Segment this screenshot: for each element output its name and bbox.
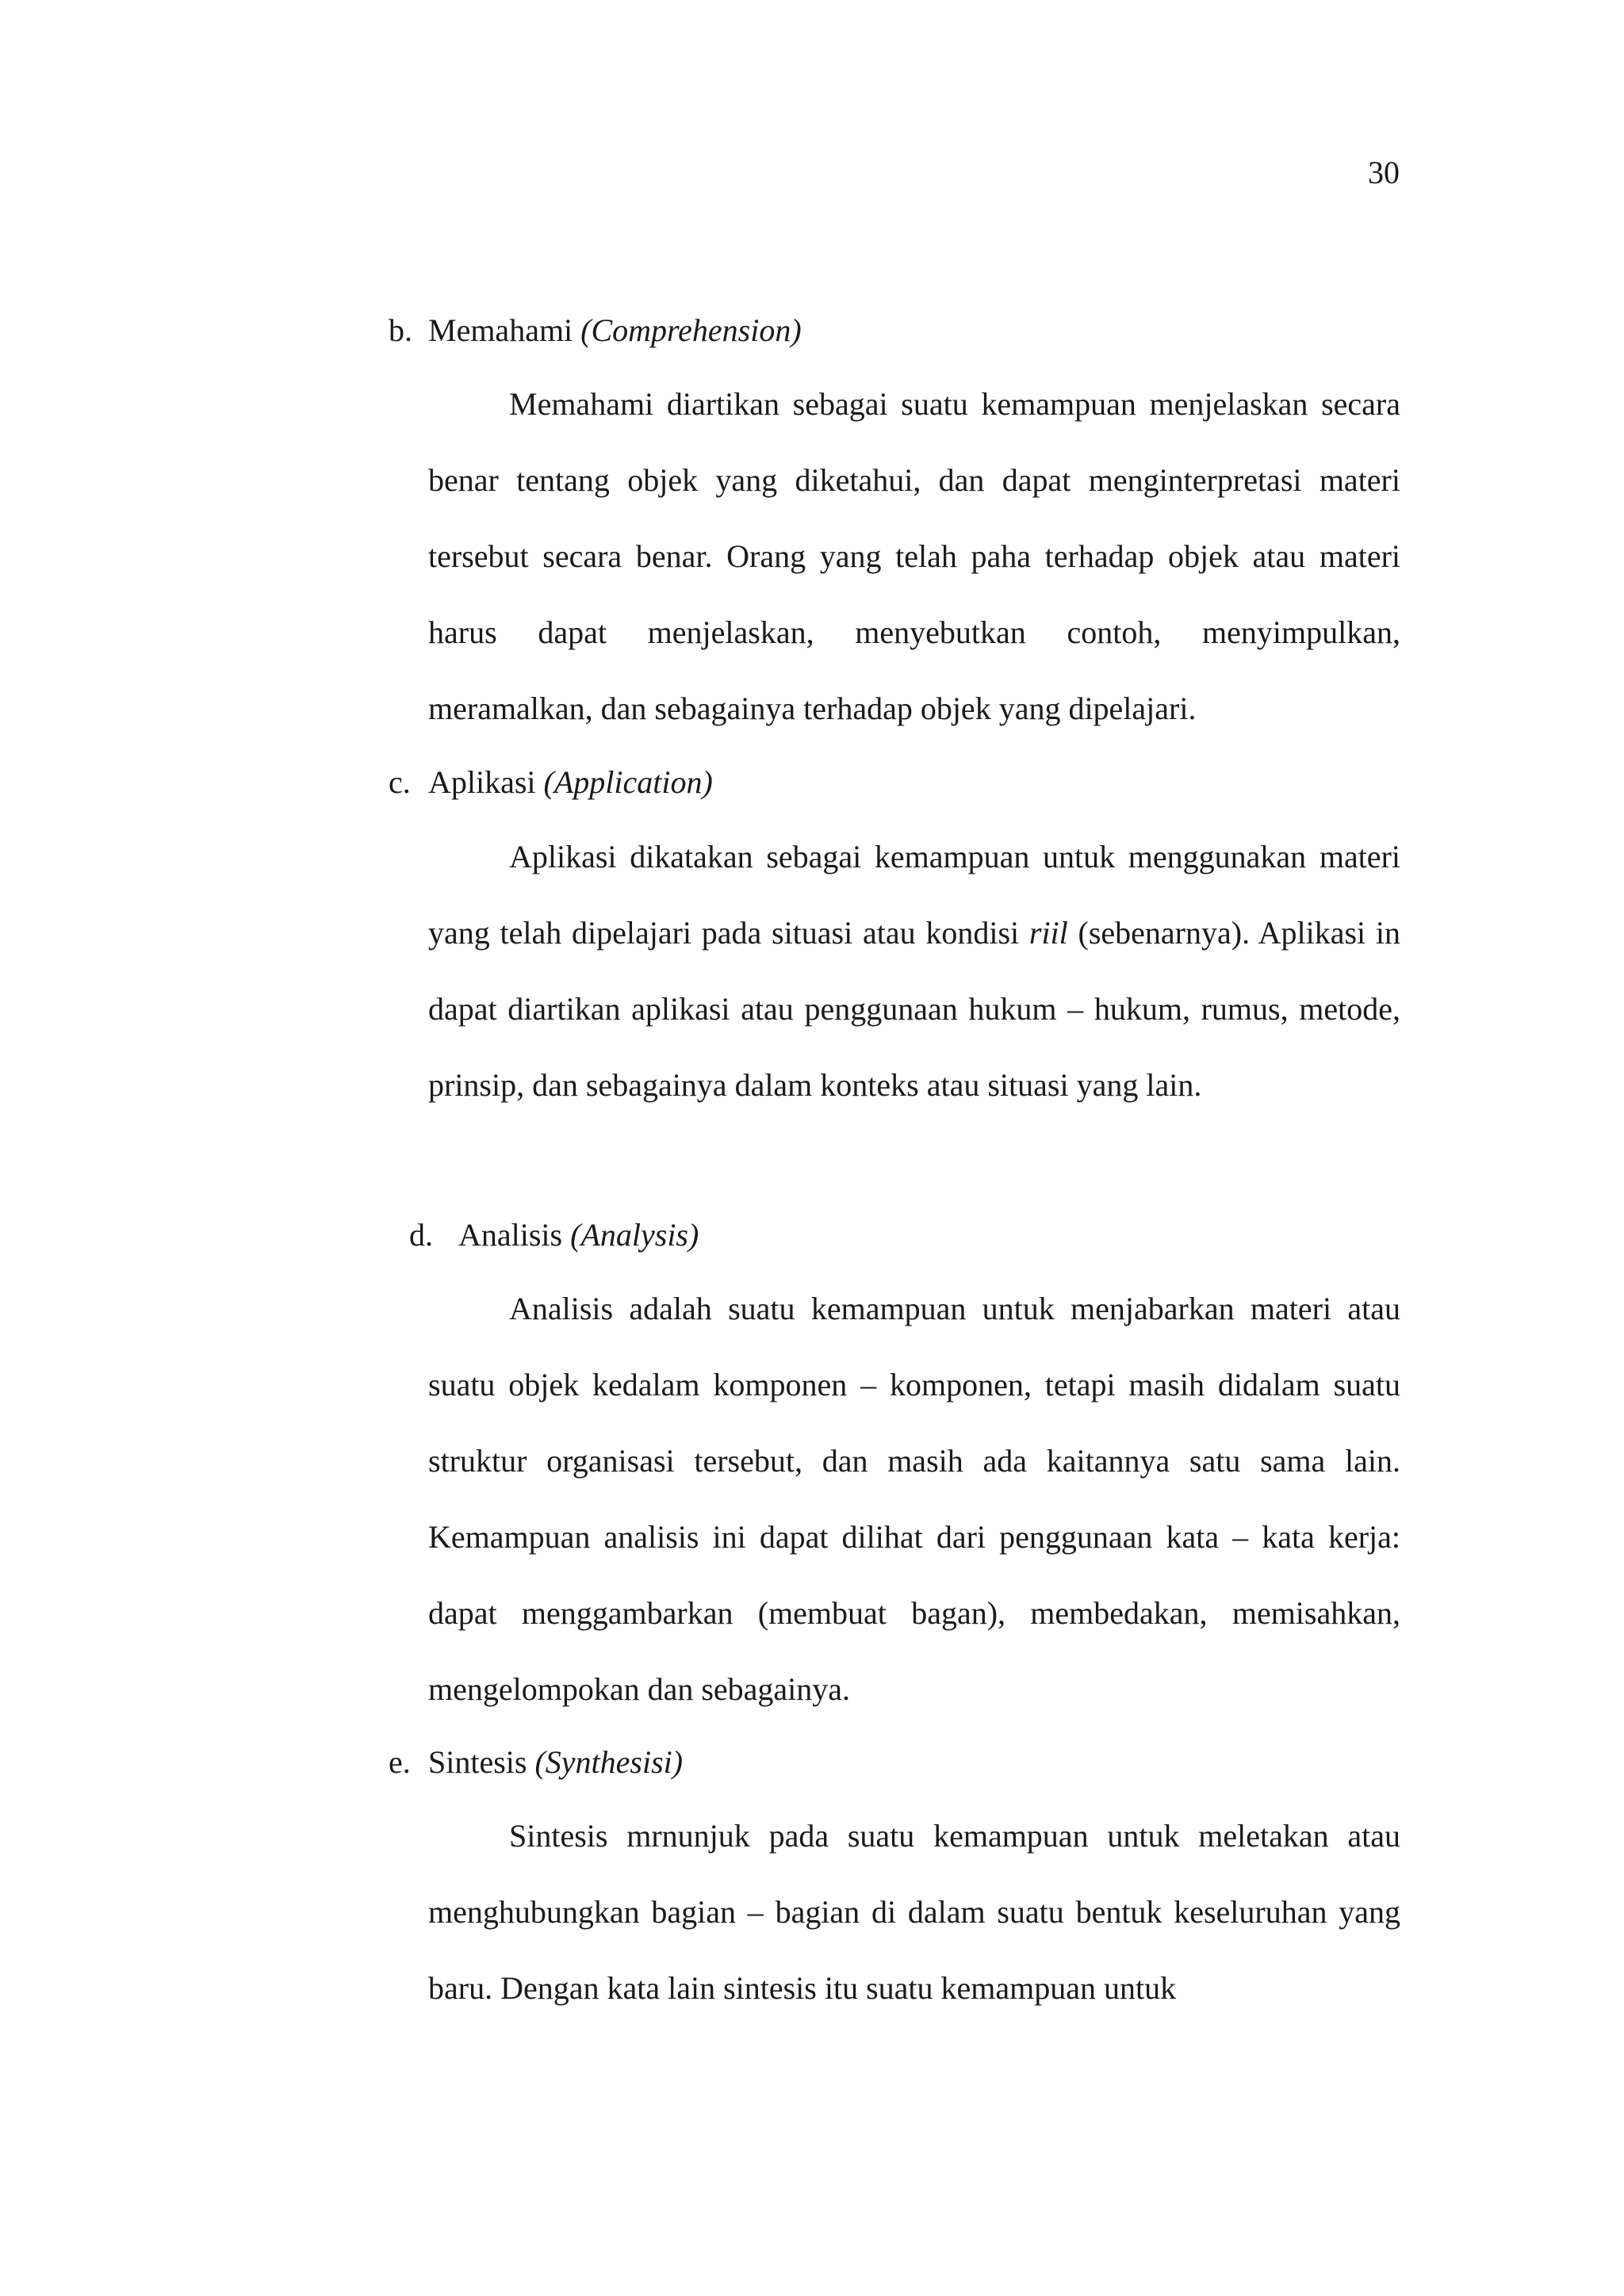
page-number: 30 xyxy=(1368,155,1400,190)
paragraph-text: Sintesis mrnunjuk pada suatu kemampuan untuk meletakan atau menghubungkan bagian – bagian di dalam suatu bentuk keseluruhan yang baru. Dengan kata lain sintesis itu suatu kemampuan untuk xyxy=(428,1818,1400,2006)
list-marker: d. xyxy=(409,1217,433,1253)
section-paragraph-application xyxy=(428,819,1400,1123)
section-title-english: (Analysis) xyxy=(570,1217,699,1253)
paragraph-text: Aplikasi dikatakan sebagai kemampuan untuk menggunakan materi yang telah dipelajari pada situasi atau kondisi xyxy=(428,839,1400,951)
section-title: Memahami xyxy=(428,312,573,348)
paragraph-text: Memahami diartikan sebagai suatu kemampuan menjelaskan secara benar tentang objek yang diketahui, dan dapat menginterpretasi materi tersebut secara benar. Orang yang telah paha terhadap objek atau materi harus dapat menjelaskan, menyebutkan contoh, menyimpulkan, meramalkan, dan sebagainya terhadap objek yang dipelajari. xyxy=(428,386,1400,726)
section-paragraph-synthesis xyxy=(428,1798,1400,2026)
section-title: Sintesis xyxy=(428,1744,527,1780)
paragraph-italic-term: riil xyxy=(1028,915,1068,951)
paragraph-text-continued: (sebenarnya). Aplikasi in dapat diartikan aplikasi atau penggunaan hukum – hukum, rumus, metode, prinsip, dan sebagainya dalam konteks atau situasi yang lain. xyxy=(428,915,1401,1103)
section-heading-comprehension xyxy=(389,310,802,351)
section-heading-synthesis xyxy=(389,1742,683,1783)
paragraph-text: Analisis adalah suatu kemampuan untuk menjabarkan materi atau suatu objek kedalam komponen – komponen, tetapi masih didalam suatu struktur organisasi tersebut, dan masih ada kaitannya satu sama lain. Kemampuan analisis ini dapat dilihat dari penggunaan kata – kata kerja: dapat menggambarkan (membuat bagan), membedakan, memisahkan, mengelompokan dan sebagainya. xyxy=(428,1291,1400,1707)
section-heading-application xyxy=(389,762,713,803)
section-title-english: (Comprehension) xyxy=(580,312,802,348)
section-title: Aplikasi xyxy=(428,764,536,800)
list-marker: b. xyxy=(389,312,412,348)
section-paragraph-comprehension xyxy=(428,366,1400,747)
list-marker: e. xyxy=(389,1744,411,1780)
section-paragraph-analysis xyxy=(428,1271,1400,1728)
section-title-english: (Synthesisi) xyxy=(534,1744,684,1780)
section-title-english: (Application) xyxy=(543,764,713,800)
section-title: Analisis xyxy=(458,1217,563,1253)
section-heading-analysis xyxy=(409,1215,699,1256)
list-marker: c. xyxy=(389,764,411,800)
